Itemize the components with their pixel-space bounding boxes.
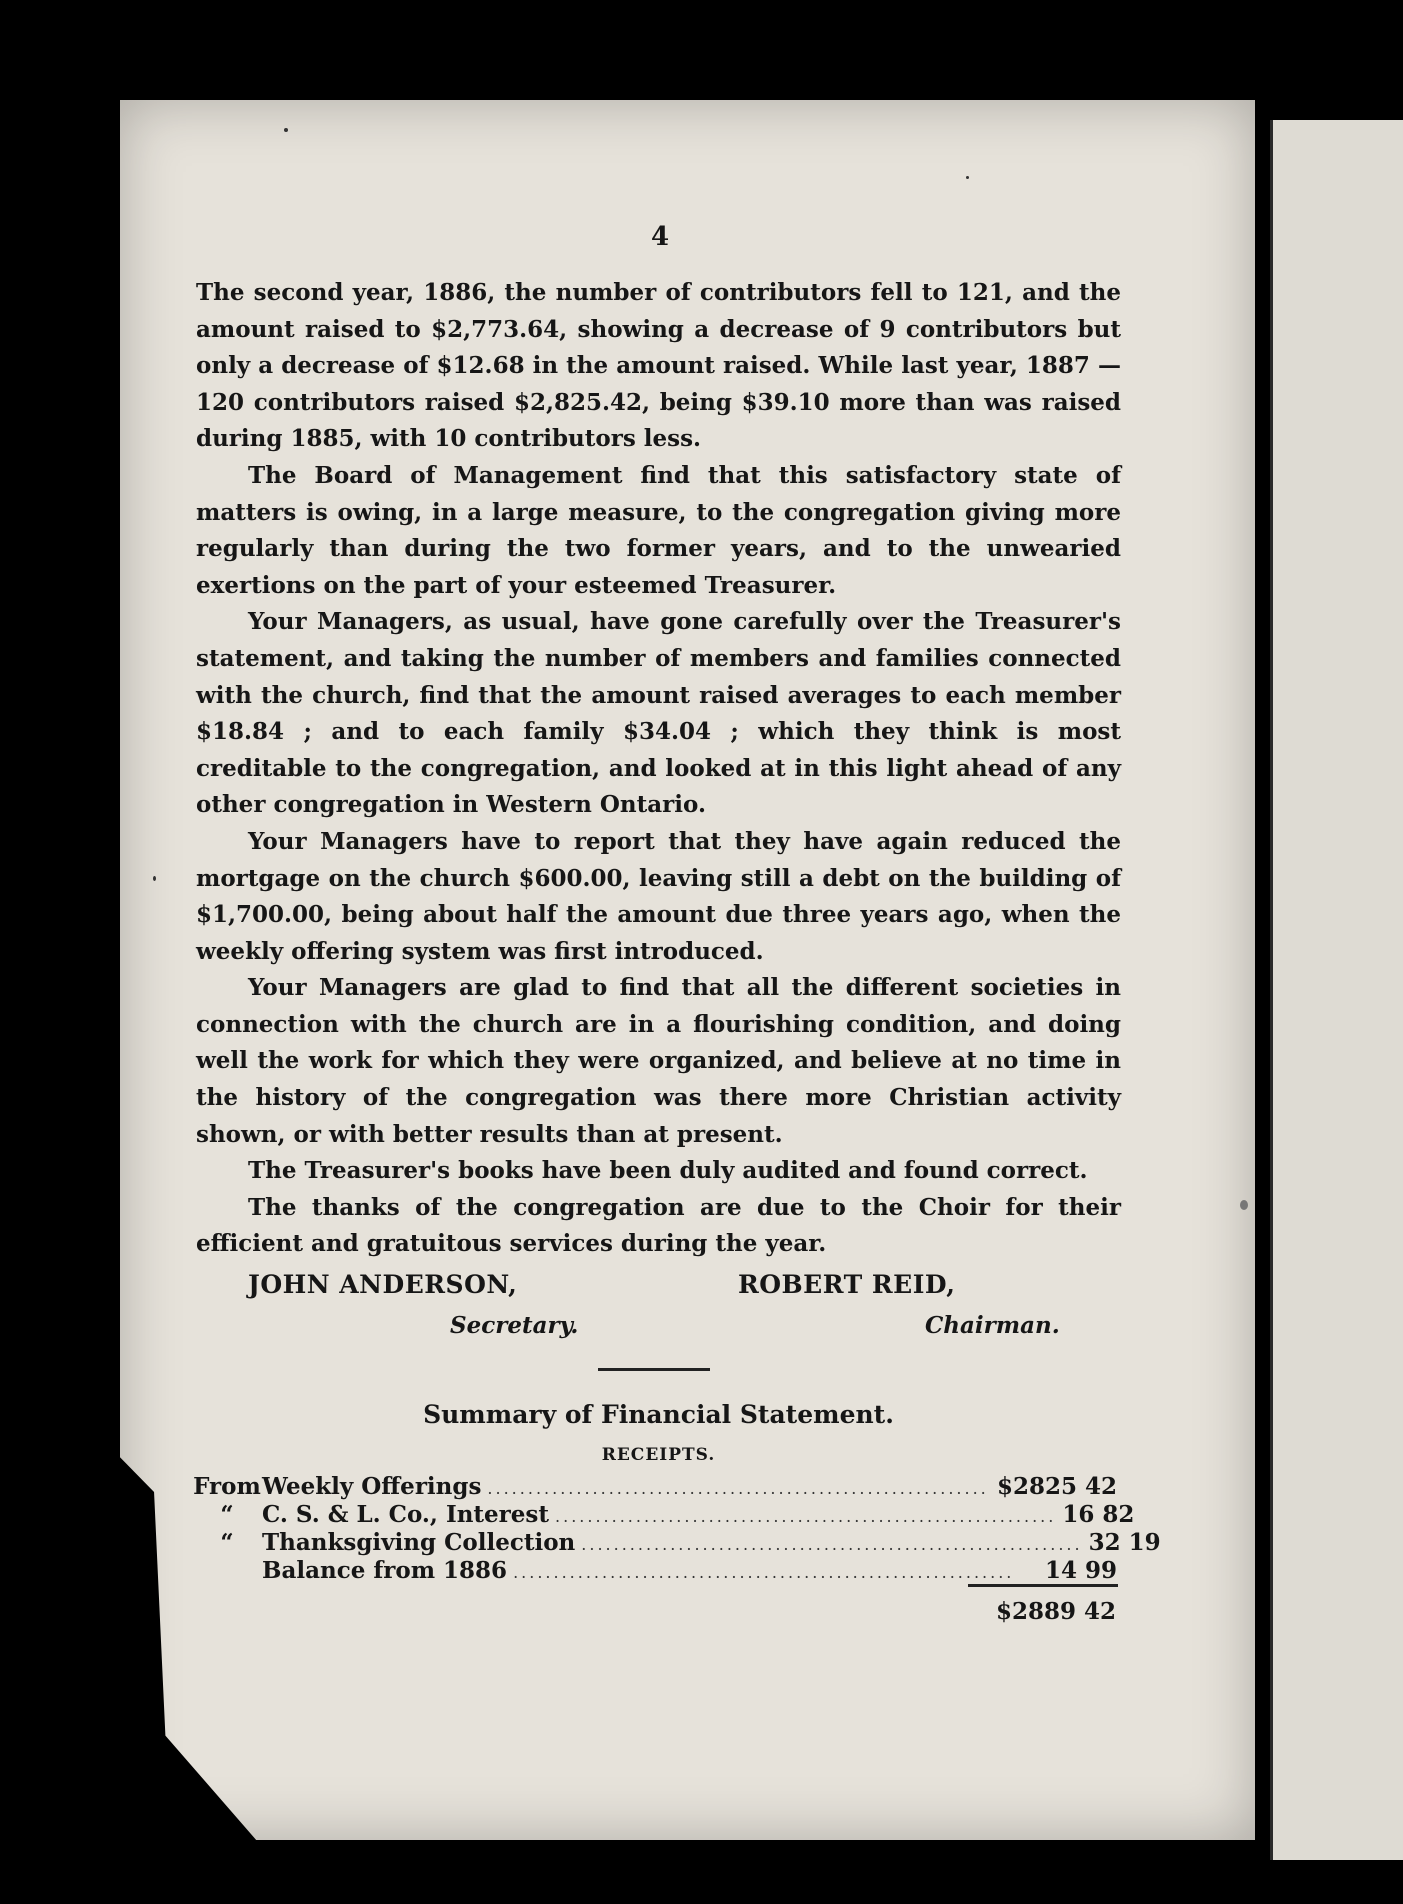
paragraph-contributors: The second year, 1886, the number of contributors fell to 121, and the amount raised to $2,773.64, showing a decrease of 9 contributors but only a decrease of $12.68 in the amount raised. While last year, 1887 —120 contributors raised $2,825.42, being $39.10 more than was raised during 1885, with 10 contributors less. <box>196 279 1121 453</box>
print-speck <box>1240 1200 1248 1210</box>
summary-title: Summary of Financial Statement. <box>423 1400 894 1429</box>
ledger-label: Thanksgiving Collection <box>262 1529 576 1556</box>
paragraph-board-of-management: The Board of Management find that this satisfactory state of matters is owing, in a large measure, to the congregation giving more regularly than during the two former years, and to the unwearied exertions on the part of your esteemed Treasurer. <box>196 461 1121 599</box>
print-speck <box>153 876 156 881</box>
section-divider <box>598 1368 710 1371</box>
paragraph-choir-thanks: The thanks of the congregation are due to the Choir for their efficient and gratuitous services during the year. <box>196 1193 1121 1258</box>
paragraph-mortgage: Your Managers have to report that they have again reduced the mortgage on the church $600.00, leaving still a debt on the building of $1,700.00, being about half the amount due three years ago, when the weekly offering system was first introduced. <box>196 827 1121 965</box>
leader-dots: .............................................................. <box>555 1507 1057 1526</box>
print-speck <box>966 176 969 179</box>
ledger-label: C. S. & L. Co., Interest <box>262 1501 550 1528</box>
paragraph-treasurer-statement: Your Managers, as usual, have gone carefully over the Treasurer's statement, and taking the number of members and families connected with the church, find that the amount raised averages to each member $18.84 ; and to each family $34.04 ; which they think is most creditable to the congregation, and looked at in this light ahead of any other congregation in Western Ontario. <box>196 608 1121 819</box>
ledger-row <box>192 1557 1117 1585</box>
ledger-amount: 32 19 <box>1088 1529 1161 1556</box>
leader-dots: .............................................................. <box>513 1563 1015 1582</box>
leader-dots: .............................................................. <box>581 1535 1083 1554</box>
print-speck <box>284 128 288 132</box>
ledger-row <box>192 1529 1161 1557</box>
paragraph-societies: Your Managers are glad to find that all the different societies in connection with the church are in a flourishing condition, and doing well the work for which they were organized, and believe at no time in the history of the congregation was there more Christian activity shown, or with better results than at present. <box>196 974 1121 1148</box>
receipts-total: $2889 42 <box>995 1598 1116 1625</box>
ledger-amount: 16 82 <box>1062 1501 1135 1528</box>
ledger-amount: $2825 42 <box>997 1473 1118 1500</box>
ledger-amount: 14 99 <box>1044 1557 1117 1584</box>
ledger-prefix: From <box>193 1473 261 1500</box>
ledger-label: Balance from 1886 <box>262 1557 508 1584</box>
leader-dots: .............................................................. <box>487 1479 989 1498</box>
report-body <box>196 275 1121 1263</box>
chairman-name: ROBERT REID, <box>738 1270 956 1299</box>
facing-page-edge <box>1270 120 1403 1860</box>
ledger-prefix: “ <box>220 1529 234 1556</box>
receipts-ledger <box>192 1473 1161 1585</box>
paragraph-audit: The Treasurer's books have been duly audited and found correct. <box>248 1157 1088 1185</box>
ledger-label: Weekly Offerings <box>262 1473 482 1500</box>
ledger-row <box>192 1501 1135 1529</box>
receipts-heading: RECEIPTS. <box>601 1445 716 1465</box>
page-number: 4 <box>650 222 670 252</box>
secretary-role: Secretary. <box>450 1312 579 1339</box>
ledger-prefix: “ <box>220 1501 234 1528</box>
chairman-role: Chairman. <box>925 1312 1060 1339</box>
total-rule <box>968 1584 1118 1587</box>
ledger-row <box>192 1473 1117 1501</box>
secretary-name: JOHN ANDERSON, <box>248 1270 518 1299</box>
